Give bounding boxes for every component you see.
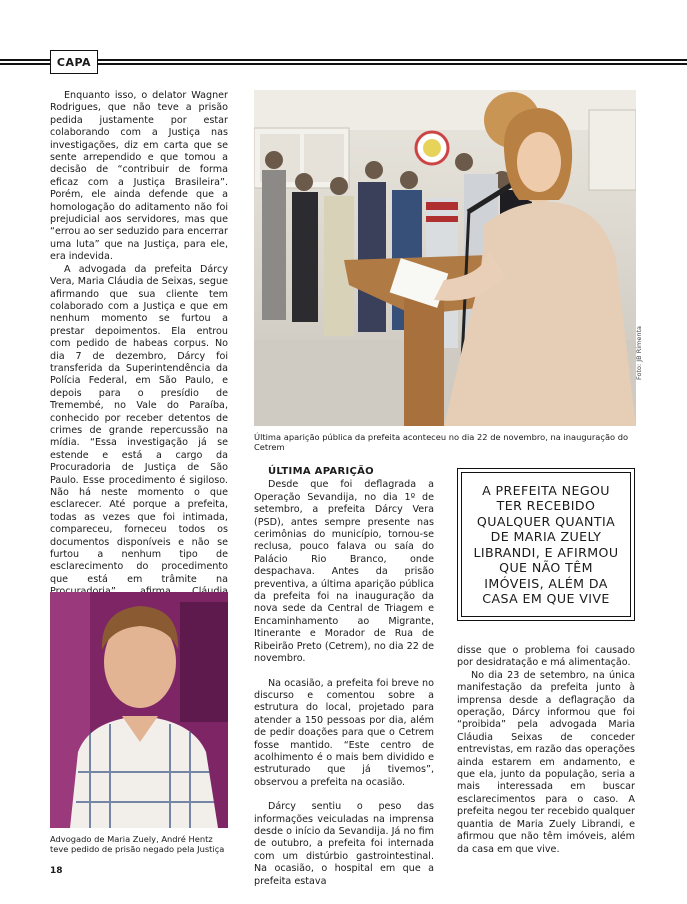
article-column-2 bbox=[254, 466, 434, 888]
header-rule bbox=[0, 59, 687, 61]
portrait-caption bbox=[50, 834, 240, 855]
main-photo-caption: Última aparição pública da prefeita aconteceu no dia 22 de novembro, na inauguração do Cetrem bbox=[254, 432, 629, 452]
pull-quote-text: A PREFEITA NEGOU TER RECEBIDO QUALQUER QUANTIA DE MARIA ZUELY LIBRANDI, E AFIRMOU QUE NÃO TÊM IMÓVEIS, ALÉM DA CASA EM QUE VIVE bbox=[461, 472, 631, 617]
paragraph-continued: disse que o problema foi causado por desidratação e má alimentação. bbox=[457, 645, 635, 669]
paragraph: Na ocasião, a prefeita foi breve no discurso e comentou sobre a estrutura do local, projetado para atender a 150 pessoas por dia, além de pedir doações para que o Cetrem fosse mantido. “Este centro de acolhimento é o mais bem dividido e estruturado que já tivemos”, observou a prefeita na ocasião. bbox=[254, 677, 434, 788]
article-column-1 bbox=[50, 90, 228, 611]
paragraph: Enquanto isso, o delator Wagner Rodrigues, que não teve a prisão pedida justamente por estar colaborando com a Justiça nas investigações, diz em carta que se sente arrependido e que tomou a decisão de “contribuir de forma eficaz com a Justiça Brasileira”. Porém, ele ainda defende que a homologação do aditamento não foi prejudicial aos servidores, mas que “errou ao ser seduzido para encerrar uma luta” que na Justiça, para ele, era indevida. bbox=[50, 90, 228, 263]
paragraph: A advogada da prefeita Dárcy Vera, Maria Cláudia de Seixas, segue afirmando que sua cliente tem colaborado com a Justiça e que em nenhum momento se furtou a prestar depoimentos. Ela entrou com pedido de habeas corpus. No dia 7 de dezembro, Dárcy foi transferida da Superintendência da Polícia Federal, em São Paulo, e depois para o presídio de Tremembé, no Vale do Paraíba, conhecido por receber detentos de crimes de grande repercussão na mídia. “Essa investigação já se estende e está a cargo da Procuradoria de Justiça de São Paulo. Esse procedimento é sigiloso. Não há neste momento o que esclarecer. Até porque a prefeita, todas as vezes que foi intimada, compareceu, forneceu todos os documentos disponíveis e não se furtou a nenhum tipo de esclarecimento do procedimento que está em trâmite na bbox=[50, 263, 228, 585]
inauguration-scene-illustration bbox=[254, 90, 636, 426]
article-column-3 bbox=[457, 645, 635, 856]
portrait-illustration bbox=[50, 592, 228, 828]
section-tag: CAPA bbox=[50, 50, 98, 74]
paragraph: No dia 23 de setembro, na única manifestação da prefeita junto à imprensa desde a deflagração da operação, Dárcy informou que foi “proibida” pela advogada Maria Cláudia Seixas de conceder entrevistas, em razão das operações ainda estarem em andamento, e que ela, junto da população, seria a mais interessada em buscar esclarecimentos para o caso. A prefeita negou ter recebido qualquer quantia de Maria Zuely Librandi, e afirmou que não têm imóveis, além da casa em que vive. bbox=[457, 669, 635, 855]
header-rule-lower bbox=[0, 63, 687, 65]
portrait-caption-line-2: teve pedido de prisão negado pela Justiça bbox=[50, 844, 225, 855]
lawyer-portrait-photo bbox=[50, 592, 228, 828]
paragraph: Dárcy sentiu o peso das informações veiculadas na imprensa desde o início da Sevandija. Já no fim de outubro, a prefeita foi internada com um distúrbio gastrointestinal. Na ocasião, o hospital em que a prefeita estava bbox=[254, 801, 434, 887]
main-photo-inauguration bbox=[254, 90, 636, 426]
section-subhead: ÚLTIMA APARIÇÃO bbox=[268, 466, 374, 477]
page-number: 18 bbox=[50, 866, 63, 876]
paragraph: Desde que foi deflagrada a Operação Sevandija, no dia 1º de setembro, a prefeita Dárcy Vera (PSD), antes sempre presente nas cerimônias do município, tornou-se reclusa, pouco falava ou saía do Palácio Rio Branco, onde despachava. Antes da prisão preventiva, a última aparição pública da prefeita foi na inauguração da nova sede da Central de Triagem e Encaminhamento ao Migrante, Itinerante e Morador de Rua de Ribeirão Preto (Cetrem), no dia 22 de novembro. bbox=[254, 479, 434, 665]
portrait-caption-line-1: Advogado de Maria Zuely, André Hentz bbox=[50, 834, 213, 844]
pull-quote-box bbox=[457, 468, 635, 621]
photo-credit: Foto: JB Rimenta bbox=[635, 325, 643, 380]
